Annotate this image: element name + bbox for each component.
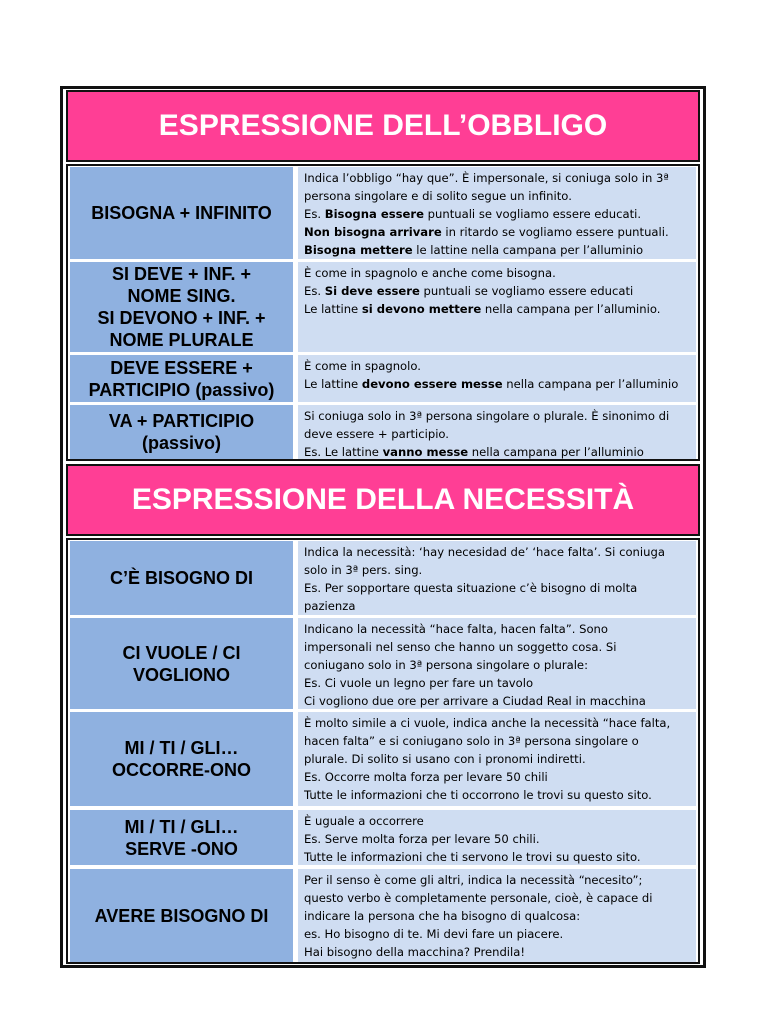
header-obbligo-title: ESPRESSIONE DELL’OBBLIGO [158, 109, 608, 142]
term-cell [70, 262, 293, 352]
header-obbligo [66, 90, 700, 162]
description-text: Hai bisogno della macchina? Prendila! [304, 945, 525, 959]
description-line [304, 597, 690, 615]
term-line: AVERE BISOGNO DI [94, 905, 269, 926]
term-text [109, 410, 254, 454]
example-bold-text: si devono mettere [361, 302, 482, 316]
description-text: nella campana per l’alluminio. [481, 302, 661, 316]
header-necessita [66, 464, 700, 536]
description-text: È come in spagnolo e anche come bisogna. [304, 266, 556, 280]
description-cell [298, 262, 696, 352]
description-text: Es. Serve molta forza per levare 50 chili. [304, 832, 540, 846]
example-bold-text: Non bisogna arrivare [304, 225, 442, 239]
description-text: Tutte le informazioni che ti occorrono le trovi su questo sito. [304, 788, 652, 802]
term-cell [70, 810, 293, 865]
description-text: Per il senso è come gli altri, indica la necessità “necesito”; [304, 873, 643, 887]
term-cell [70, 541, 293, 615]
example-bold-text: Si deve essere [324, 284, 420, 298]
term-line: MI / TI / GLI… [124, 816, 239, 837]
description-line [304, 768, 690, 786]
description-text: Indica l’obbligo “hay que”. È impersonale, si coniuga solo in 3ª [304, 171, 669, 185]
description-text: plurale. Di solito si usano con i pronomi indiretti. [304, 752, 586, 766]
description-line [304, 169, 690, 187]
description-text: Es. Le lattine [304, 445, 383, 459]
term-cell [70, 355, 293, 402]
term-text [89, 357, 275, 401]
description-text: Es. [304, 284, 325, 298]
term-line: BISOGNA + INFINITO [91, 203, 272, 223]
description-line [304, 241, 690, 259]
description-line [304, 223, 690, 241]
description-cell [298, 355, 696, 402]
term-text [97, 263, 265, 351]
description-text: Indicano la necessità “hace falta, hacen falta”. Sono [304, 622, 608, 636]
term-text [122, 642, 240, 686]
term-cell [70, 869, 293, 962]
description-line [304, 692, 690, 710]
description-line [304, 543, 690, 561]
description-line [304, 871, 690, 889]
description-line [304, 889, 690, 907]
description-text: pazienza [304, 599, 356, 613]
description-line [304, 579, 690, 597]
term-text [95, 905, 269, 927]
term-line: MI / TI / GLI… [124, 738, 239, 758]
description-text: Es. Ci vuole un legno per fare un tavolo [304, 676, 534, 690]
description-text: Tutte le informazioni che ti servono le trovi su questo sito. [304, 850, 641, 864]
description-text: Indica la necessità: ‘hay necesidad de’ ‘hace falta’. Si coniuga [304, 545, 665, 559]
term-cell [70, 405, 293, 459]
example-bold-text: devono essere messe [361, 377, 503, 391]
term-line: NOME SING. [127, 286, 236, 306]
description-cell [298, 405, 696, 459]
description-line [304, 264, 690, 282]
term-text [91, 202, 272, 224]
description-line [304, 714, 690, 732]
term-line: NOME PLURALE [109, 330, 254, 350]
description-cell [298, 810, 696, 865]
description-text: Es. [304, 207, 325, 221]
description-line [304, 943, 690, 961]
description-text: indicare la persona che ha bisogno di qualcosa: [304, 909, 581, 923]
table-obbligo [66, 164, 700, 461]
description-cell [298, 712, 696, 806]
header-necessita-title: ESPRESSIONE DELLA NECESSITÀ [131, 483, 635, 516]
description-cell [298, 541, 696, 615]
table-row [68, 541, 698, 615]
description-text: questo verbo è completamente personale, cioè, è capace di [304, 891, 653, 905]
description-text: puntuali se vogliamo essere educati. [423, 207, 642, 221]
description-text: È uguale a occorrere [304, 814, 424, 828]
term-line: SI DEVONO + INF. + [97, 308, 266, 328]
term-line: DEVE ESSERE + [110, 357, 253, 378]
description-text: impersonali nel senso che hanno un soggetto cosa. Si [304, 640, 617, 654]
description-text: in ritardo se vogliamo essere puntuali. [441, 225, 669, 239]
table-row [68, 167, 698, 259]
term-text [110, 567, 253, 589]
description-line [304, 925, 690, 943]
term-line: OCCORRE-ONO [112, 760, 251, 780]
description-cell [298, 618, 696, 709]
description-line [304, 848, 690, 866]
description-text: Le lattine [304, 377, 362, 391]
table-row [68, 618, 698, 709]
description-line [304, 750, 690, 768]
description-line [304, 205, 690, 223]
term-line: (passivo) [141, 433, 222, 453]
description-text: È come in spagnolo. [304, 359, 421, 373]
description-line [304, 357, 690, 375]
description-text: coniugano solo in 3ª persona singolare o plurale: [304, 658, 588, 672]
term-cell [70, 167, 293, 259]
term-line: VA + PARTICIPIO [108, 411, 255, 431]
description-text: Ci vogliono due ore per arrivare a Ciudad Real in macchina [304, 694, 646, 708]
description-text: Si coniuga solo in 3ª persona singolare o plurale. È sinonimo di [304, 409, 670, 423]
description-line [304, 786, 690, 804]
term-line: SERVE -ONO [125, 838, 238, 859]
description-text: persona singolare e di solito segue un infinito. [304, 189, 572, 203]
example-bold-text: Bisogna mettere [304, 243, 413, 257]
term-line: CI VUOLE / CI [122, 642, 241, 663]
description-line [304, 561, 690, 579]
description-line [304, 300, 690, 318]
table-row [68, 869, 698, 962]
term-line: SI DEVE + INF. + [111, 264, 252, 284]
term-text [112, 737, 251, 781]
description-cell [298, 167, 696, 259]
table-row [68, 355, 698, 402]
description-line [304, 375, 690, 393]
description-line [304, 425, 690, 443]
term-line: C’È BISOGNO DI [109, 568, 253, 588]
description-line [304, 443, 690, 461]
table-row [68, 810, 698, 865]
description-line [304, 830, 690, 848]
description-line [304, 732, 690, 750]
description-line [304, 282, 690, 300]
term-cell [70, 618, 293, 709]
description-text: Es. Per sopportare questa situazione c’è bisogno di molta [304, 581, 638, 595]
description-text: solo in 3ª pers. sing. [304, 563, 423, 577]
description-line [304, 407, 690, 425]
description-text: nella campana per l’alluminio [502, 377, 679, 391]
description-line [304, 656, 690, 674]
description-text: È molto simile a ci vuole, indica anche la necessità “hace falta, [304, 716, 671, 730]
term-line: VOGLIONO [132, 664, 230, 685]
table-row [68, 262, 698, 352]
description-text: Le lattine [304, 302, 362, 316]
description-text: nella campana per l’alluminio [468, 445, 644, 459]
description-line [304, 674, 690, 692]
description-text: le lattine nella campana per l’alluminio [412, 243, 644, 257]
description-line [304, 187, 690, 205]
table-row [68, 405, 698, 459]
table-necessita [66, 538, 700, 964]
description-text: Es. Occorre molta forza per levare 50 chili [304, 770, 548, 784]
term-line: PARTICIPIO (passivo) [88, 379, 275, 400]
term-cell [70, 712, 293, 806]
description-cell [298, 869, 696, 962]
description-text: es. Ho bisogno di te. Mi devi fare un piacere. [304, 927, 564, 941]
table-row [68, 712, 698, 806]
description-line [304, 907, 690, 925]
example-bold-text: Bisogna essere [324, 207, 424, 221]
description-text: hacen falta” e si coniugano solo in 3ª persona singolare o [304, 734, 639, 748]
term-text [125, 816, 239, 860]
example-bold-text: vanno messe [382, 445, 469, 459]
description-text: puntuali se vogliamo essere educati [419, 284, 634, 298]
description-line [304, 812, 690, 830]
description-line [304, 638, 690, 656]
description-text: deve essere + participio. [304, 427, 449, 441]
description-line [304, 620, 690, 638]
